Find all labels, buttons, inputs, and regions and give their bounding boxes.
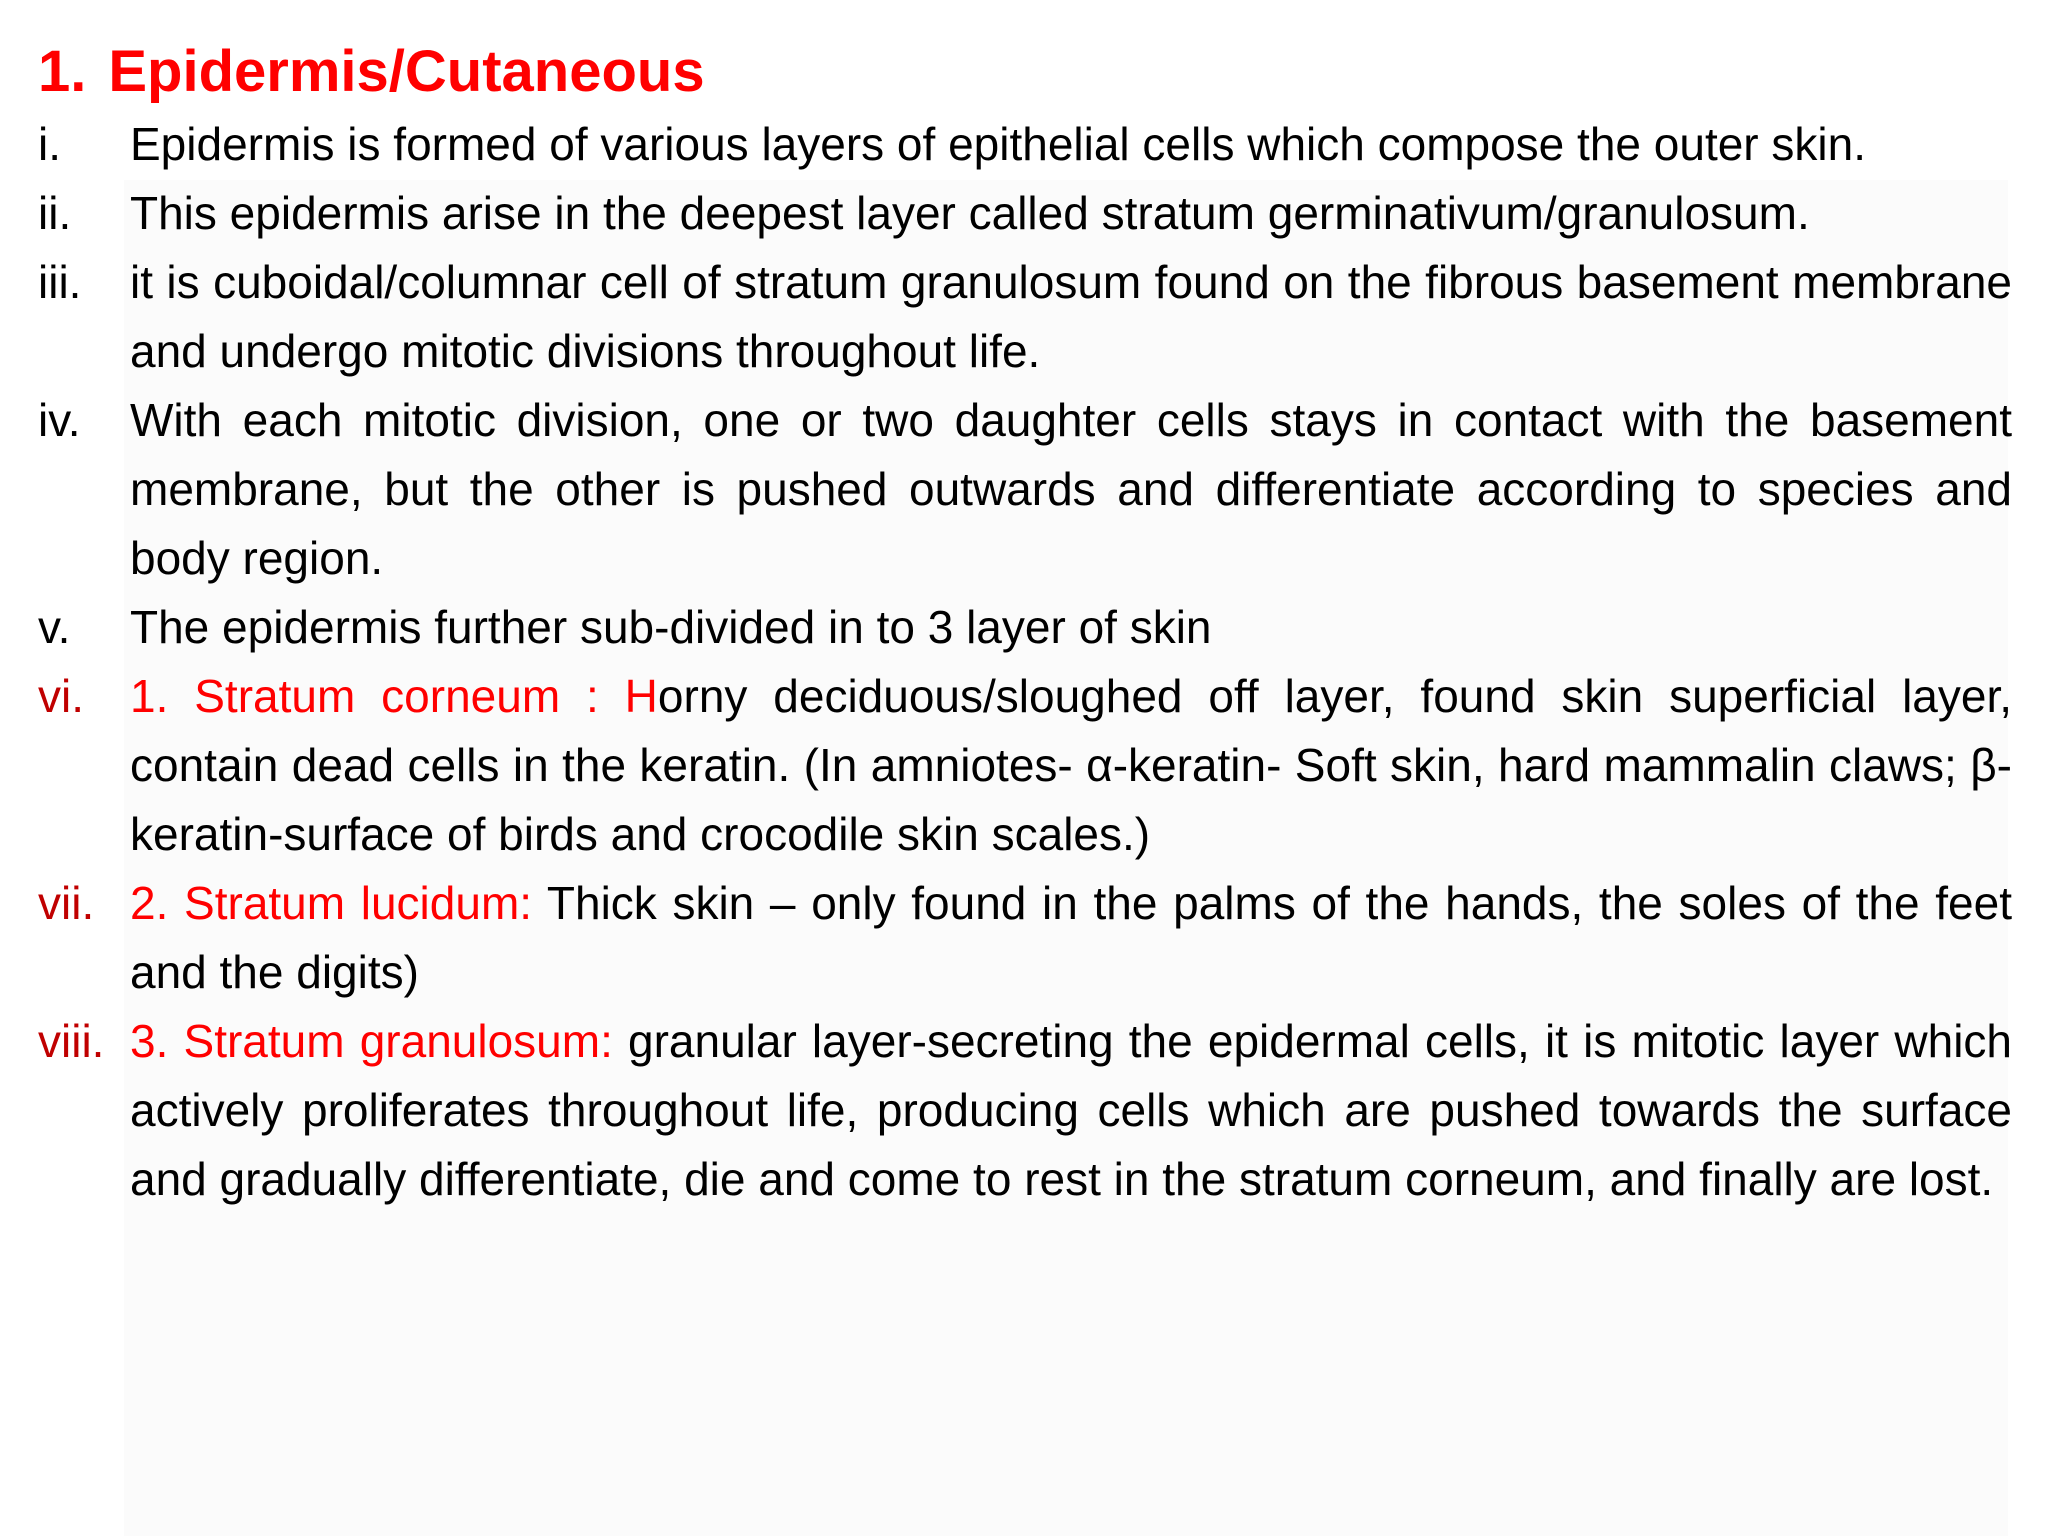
list-marker: i. <box>38 118 61 170</box>
list-item-text: Thick skin – only found in the palms of the hands, the soles of the feet and the digits) <box>130 877 2012 998</box>
title-text: Epidermis/Cutaneous <box>108 39 705 104</box>
title-number: 1. <box>38 39 87 104</box>
list-marker: v. <box>38 601 71 653</box>
list-item-viii <box>38 1007 2012 1214</box>
list-item-text: This epidermis arise in the deepest layer called stratum germinativum/granulosum. <box>130 187 1810 239</box>
list-item-text: Epidermis is formed of various layers of epithelial cells which compose the outer skin. <box>130 118 1866 170</box>
list-item-vii <box>38 869 2012 1007</box>
list-item-iii <box>38 248 2012 386</box>
list-marker: iii. <box>38 256 82 308</box>
list-item-text: The epidermis further sub-divided in to 3 layer of skin <box>130 601 1212 653</box>
list-marker: viii. <box>38 1015 105 1067</box>
list-item-text: With each mitotic division, one or two daughter cells stays in contact with the basement membrane, but the other is pushed outwards and differentiate according to species and body region. <box>130 394 2012 584</box>
list-marker: iv. <box>38 394 81 446</box>
list-item-text: it is cuboidal/columnar cell of stratum granulosum found on the fibrous basement membrane and undergo mitotic divisions throughout life. <box>130 256 2012 377</box>
bullet-list <box>38 110 2012 1214</box>
list-marker: vii. <box>38 877 95 929</box>
list-marker: ii. <box>38 187 72 239</box>
list-item-iv <box>38 386 2012 593</box>
list-item-i <box>38 110 2012 179</box>
list-item-text: orny deciduous/sloughed off layer, found skin superficial layer, contain dead cells in the keratin. (In amniotes- α-keratin- Soft skin, hard mammalin claws; β-keratin-surface of birds and crocodile skin scales.) <box>130 670 2013 860</box>
layer-name-stratum-corneum: 1. Stratum corneum : H <box>130 670 658 722</box>
list-item-vi <box>38 662 2012 869</box>
layer-name-stratum-lucidum: 2. Stratum lucidum: <box>130 877 533 929</box>
page-title <box>38 34 705 110</box>
list-item-text: granular layer-secreting the epidermal cells, it is mitotic layer which actively proliferates throughout life, producing cells which are pushed towards the surface and gradually differentiate, die and come to rest in the stratum corneum, and finally are lost. <box>130 1015 2013 1205</box>
list-item-v <box>38 593 2012 662</box>
list-item-ii <box>38 179 2012 248</box>
layer-name-stratum-granulosum: 3. Stratum granulosum: <box>130 1015 613 1067</box>
list-marker: vi. <box>38 670 84 722</box>
